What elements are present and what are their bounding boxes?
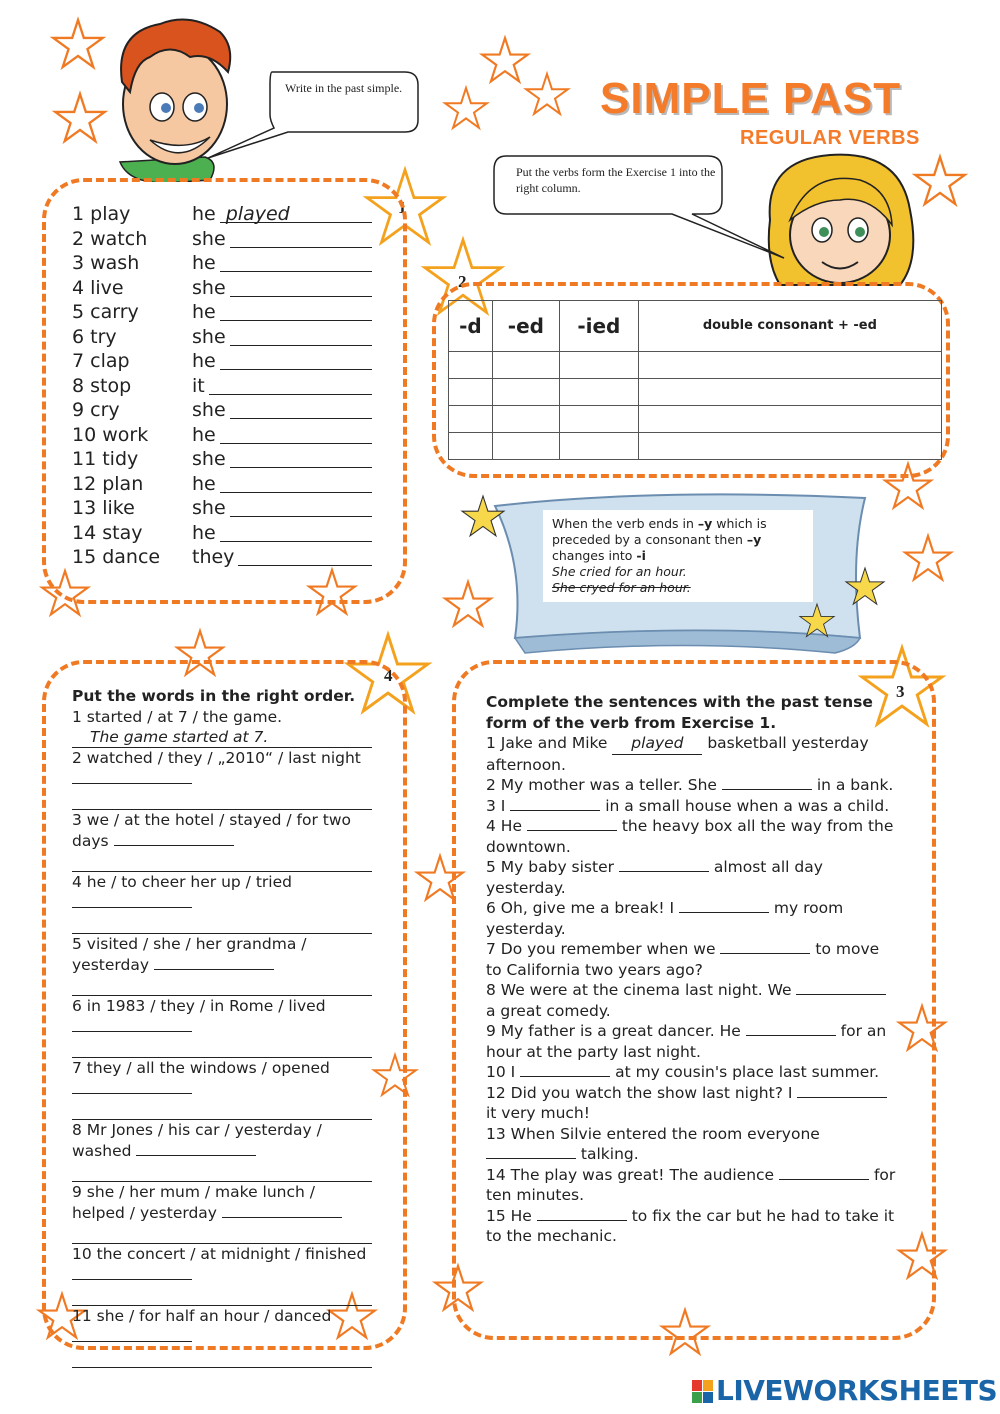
star-icon bbox=[526, 74, 568, 114]
list-item bbox=[72, 472, 372, 497]
table-row bbox=[449, 352, 942, 379]
list-item bbox=[72, 1120, 372, 1182]
item-prompt: 4 he / to cheer her up / tried bbox=[72, 873, 292, 891]
sentence-start: 2 My mother was a teller. She bbox=[486, 776, 722, 794]
verb-label: 6 try bbox=[72, 325, 117, 348]
note-text: which is preceded by a consonant then bbox=[552, 516, 767, 547]
answer-field[interactable] bbox=[72, 789, 372, 810]
table-cell[interactable] bbox=[449, 352, 493, 379]
answer-field[interactable] bbox=[220, 300, 372, 321]
answer-field[interactable] bbox=[72, 1285, 372, 1306]
column-header-ed: -ed bbox=[492, 301, 559, 352]
answer-field[interactable] bbox=[238, 545, 372, 566]
verb-label: 3 wash bbox=[72, 252, 140, 274]
table-cell[interactable] bbox=[638, 379, 941, 406]
exercise3-items bbox=[486, 733, 896, 1247]
answer-field[interactable]: played bbox=[612, 733, 702, 755]
list-item bbox=[72, 374, 372, 399]
list-item bbox=[72, 1058, 372, 1120]
answer-field[interactable] bbox=[154, 955, 274, 970]
verb-label: 10 work bbox=[72, 423, 149, 446]
sentence-start: 13 When Silvie entered the room everyone bbox=[486, 1124, 820, 1143]
answer-field[interactable] bbox=[72, 1223, 372, 1244]
answer-field[interactable] bbox=[779, 1179, 869, 1180]
sentence-start: 10 I bbox=[486, 1063, 521, 1081]
subject-label: she bbox=[192, 399, 226, 421]
verb-label: 13 like bbox=[72, 497, 135, 519]
list-item bbox=[72, 521, 372, 546]
sentence-end: it very much! bbox=[486, 1104, 590, 1122]
verb-label: 14 stay bbox=[72, 521, 143, 544]
answer-field[interactable] bbox=[746, 1035, 836, 1036]
item-prompt: 9 she / her mum / make lunch / helped / yesterday bbox=[72, 1183, 315, 1222]
subject-label: she bbox=[192, 497, 226, 519]
subject-label: she bbox=[192, 325, 226, 348]
sentence-end: to fix the car but he had to take it to the mechanic. bbox=[486, 1206, 895, 1245]
answer-field[interactable] bbox=[230, 276, 372, 297]
answer-field[interactable] bbox=[72, 1037, 372, 1058]
subject-label: he bbox=[192, 350, 216, 372]
bubble-text-2: Put the verbs form the Exercise 1 into the right column. bbox=[516, 165, 716, 195]
item-prompt: 2 watched / they / „2010“ / last night bbox=[72, 749, 361, 767]
star-icon bbox=[482, 38, 528, 81]
list-item bbox=[72, 202, 372, 227]
table-row bbox=[449, 406, 942, 433]
answer-field[interactable] bbox=[72, 1017, 192, 1032]
table-header-row bbox=[449, 301, 942, 352]
verb-label: 7 clap bbox=[72, 350, 130, 372]
answer-field[interactable] bbox=[230, 447, 372, 468]
table-cell[interactable] bbox=[492, 379, 559, 406]
list-item bbox=[72, 1244, 372, 1306]
table-cell[interactable] bbox=[559, 379, 638, 406]
sentence-end: in a bank. bbox=[811, 776, 894, 794]
table-cell[interactable] bbox=[492, 433, 559, 460]
answer-field[interactable] bbox=[72, 893, 192, 908]
list-item bbox=[486, 1062, 896, 1083]
list-item bbox=[486, 939, 896, 980]
star-icon bbox=[915, 157, 964, 204]
sentence-start: 9 My father is a great dancer. He bbox=[486, 1022, 746, 1040]
list-item bbox=[486, 1124, 896, 1165]
answer-field[interactable] bbox=[230, 227, 372, 248]
subject-label: he bbox=[192, 252, 216, 274]
answer-field[interactable]: The game started at 7. bbox=[72, 727, 372, 748]
answer-field[interactable] bbox=[679, 912, 769, 913]
sentence-end: a great comedy. bbox=[486, 1001, 611, 1020]
subject-label: he bbox=[192, 521, 216, 544]
answer-field[interactable] bbox=[114, 831, 234, 846]
subject-label: he bbox=[192, 301, 216, 323]
answer-field[interactable] bbox=[220, 521, 372, 542]
item-prompt: 10 the concert / at midnight / finished bbox=[72, 1245, 367, 1263]
sentence-start: 14 The play was great! The audience bbox=[486, 1165, 780, 1184]
note-example-correct: She cried for an hour. bbox=[552, 564, 687, 579]
list-item bbox=[72, 872, 372, 934]
verb-label: 12 plan bbox=[72, 472, 144, 495]
list-item bbox=[486, 1206, 896, 1247]
exercise1-list bbox=[72, 202, 372, 570]
exercise-number-2: 2 bbox=[458, 272, 467, 291]
answer-field[interactable] bbox=[72, 1079, 192, 1094]
answer-field[interactable] bbox=[720, 953, 810, 954]
list-item bbox=[72, 545, 372, 570]
subject-label: he bbox=[192, 423, 216, 446]
note-text: When the verb ends in bbox=[552, 516, 698, 531]
page-title: SIMPLE PAST bbox=[600, 74, 902, 123]
exercise-number-4: 4 bbox=[384, 666, 393, 685]
subject-label: she bbox=[192, 227, 226, 250]
sentence-end: the heavy box all the way from the downtown. bbox=[486, 817, 894, 856]
answer-field[interactable] bbox=[527, 830, 617, 831]
sentence-end: almost all day yesterday. bbox=[486, 858, 823, 897]
table-cell[interactable] bbox=[449, 406, 493, 433]
sentence-end: at my cousin's place last summer. bbox=[610, 1063, 880, 1081]
exercise4-content bbox=[72, 686, 372, 1368]
sentence-start: 5 My baby sister bbox=[486, 858, 619, 876]
star-icon bbox=[55, 94, 104, 141]
page-subtitle: REGULAR VERBS bbox=[740, 127, 920, 149]
list-item bbox=[486, 775, 896, 796]
item-prompt: 7 they / all the windows / opened bbox=[72, 1059, 330, 1077]
exercise-number-3: 3 bbox=[896, 682, 905, 701]
star-icon bbox=[462, 496, 504, 536]
list-item bbox=[486, 796, 896, 817]
exercise4-heading: Put the words in the right order. bbox=[72, 687, 356, 705]
list-item bbox=[72, 349, 372, 374]
list-item bbox=[72, 398, 372, 423]
subject-label: he bbox=[192, 203, 216, 225]
item-prompt: 3 we / at the hotel / stayed / for two days bbox=[72, 811, 351, 850]
item-prompt: 5 visited / she / her grandma / yesterday bbox=[72, 935, 307, 974]
verb-label: 11 tidy bbox=[72, 448, 139, 470]
column-header-ied: -ied bbox=[559, 301, 638, 352]
exercise-number-1: 1 bbox=[398, 198, 407, 217]
answer-field[interactable] bbox=[220, 472, 372, 493]
grammar-note bbox=[552, 516, 802, 596]
list-item bbox=[72, 227, 372, 252]
answer-field[interactable]: played bbox=[220, 202, 372, 223]
answer-field[interactable] bbox=[72, 913, 372, 934]
note-text: changes into bbox=[552, 548, 637, 563]
bubble-text-1: Write in the past simple. bbox=[285, 81, 403, 95]
verb-label: 1 play bbox=[72, 203, 131, 225]
table-cell[interactable] bbox=[492, 406, 559, 433]
verb-label: 4 live bbox=[72, 276, 124, 299]
sentence-start: 6 Oh, give me a break! I bbox=[486, 899, 679, 917]
table-row bbox=[449, 433, 942, 460]
list-item bbox=[72, 1182, 372, 1244]
item-prompt: 8 Mr Jones / his car / yesterday / washed bbox=[72, 1121, 322, 1160]
answer-field[interactable] bbox=[72, 1265, 192, 1280]
item-prompt: 11 she / for half an hour / danced bbox=[72, 1307, 332, 1325]
sentence-end: basketball yesterday afternoon. bbox=[486, 734, 869, 774]
answer-field[interactable] bbox=[619, 871, 709, 872]
answer-field[interactable] bbox=[72, 1161, 372, 1182]
exercise4-items bbox=[72, 707, 372, 1369]
answer-field[interactable] bbox=[722, 789, 812, 790]
exercise3-heading: Complete the sentences with the past tense form of the verb from Exercise 1. bbox=[486, 693, 873, 732]
sentence-start: 12 Did you watch the show last night? I bbox=[486, 1083, 798, 1102]
answer-field[interactable] bbox=[220, 423, 372, 444]
sentence-end: my room yesterday. bbox=[486, 899, 844, 938]
table-cell[interactable] bbox=[559, 433, 638, 460]
sentence-start: 8 We were at the cinema last night. We bbox=[486, 981, 797, 999]
list-item bbox=[72, 707, 372, 749]
sentence-start: 1 Jake and Mike bbox=[486, 734, 613, 752]
list-item bbox=[72, 496, 372, 521]
sentence-start: 15 He bbox=[486, 1206, 537, 1225]
answer-field[interactable] bbox=[510, 810, 600, 811]
answer-field[interactable] bbox=[72, 1327, 192, 1342]
star-icon bbox=[53, 20, 102, 67]
list-item bbox=[72, 1306, 372, 1368]
star-icon bbox=[905, 536, 951, 579]
table-cell[interactable] bbox=[492, 352, 559, 379]
note-bold: -i bbox=[636, 548, 646, 563]
column-header-double-consonant: double consonant + -ed bbox=[638, 301, 941, 352]
sentence-end: for ten minutes. bbox=[486, 1165, 896, 1204]
table-cell[interactable] bbox=[449, 433, 493, 460]
answer-field[interactable] bbox=[537, 1220, 627, 1221]
note-example-wrong: She cryed for an hour. bbox=[552, 580, 691, 595]
sentence-end: to move to California two years ago? bbox=[486, 940, 880, 979]
answer-field[interactable] bbox=[220, 349, 372, 370]
answer-field[interactable] bbox=[796, 994, 886, 995]
liveworksheets-logo-icon bbox=[692, 1380, 714, 1404]
star-icon bbox=[445, 88, 487, 128]
verb-label: 9 cry bbox=[72, 399, 120, 421]
list-item bbox=[486, 857, 896, 898]
list-item bbox=[72, 934, 372, 996]
verb-label: 15 dance bbox=[72, 546, 161, 568]
verb-label: 5 carry bbox=[72, 301, 139, 323]
note-bold: –y bbox=[746, 532, 762, 547]
answer-field[interactable] bbox=[230, 398, 372, 419]
list-item bbox=[72, 810, 372, 872]
list-item bbox=[486, 1165, 896, 1206]
answer-field[interactable] bbox=[230, 325, 372, 346]
sentence-start: 4 He bbox=[486, 817, 527, 835]
list-item bbox=[72, 748, 372, 810]
sentence-end: talking. bbox=[576, 1145, 639, 1163]
answer-field[interactable] bbox=[486, 1158, 576, 1159]
answer-field[interactable] bbox=[72, 1347, 372, 1368]
item-prompt: 6 in 1983 / they / in Rome / lived bbox=[72, 997, 326, 1015]
table-cell[interactable] bbox=[638, 352, 941, 379]
table-cell[interactable] bbox=[559, 406, 638, 433]
table-row bbox=[449, 379, 942, 406]
list-item bbox=[72, 276, 372, 301]
table-cell[interactable] bbox=[638, 406, 941, 433]
answer-field[interactable] bbox=[72, 1099, 372, 1120]
answer-field[interactable] bbox=[220, 251, 372, 272]
exercise3-content bbox=[486, 692, 896, 1247]
subject-label: she bbox=[192, 276, 226, 299]
answer-field[interactable] bbox=[72, 851, 372, 872]
answer-field[interactable] bbox=[797, 1097, 887, 1098]
table-cell[interactable] bbox=[449, 379, 493, 406]
verb-label: 2 watch bbox=[72, 227, 148, 250]
sentence-end: for an hour at the party last night. bbox=[486, 1022, 887, 1061]
table-cell[interactable] bbox=[638, 433, 941, 460]
answer-field[interactable] bbox=[520, 1076, 610, 1077]
answer-field[interactable] bbox=[72, 769, 192, 784]
list-item bbox=[486, 1021, 896, 1062]
verb-label: 8 stop bbox=[72, 374, 132, 397]
subject-label: he bbox=[192, 472, 216, 495]
list-item bbox=[486, 816, 896, 857]
subject-label: it bbox=[192, 374, 205, 397]
list-item bbox=[486, 733, 896, 775]
subject-label: they bbox=[192, 546, 235, 568]
list-item bbox=[72, 447, 372, 472]
answer-field[interactable] bbox=[222, 1203, 342, 1218]
list-item bbox=[72, 300, 372, 325]
answer-field[interactable] bbox=[72, 975, 372, 996]
list-item bbox=[486, 1083, 896, 1124]
list-item bbox=[486, 980, 896, 1021]
sentence-end: in a small house when a was a child. bbox=[600, 796, 890, 815]
answer-field[interactable] bbox=[230, 496, 372, 517]
list-item bbox=[72, 996, 372, 1058]
column-header-d: -d bbox=[449, 301, 493, 352]
answer-field[interactable] bbox=[136, 1141, 256, 1156]
list-item bbox=[72, 423, 372, 448]
list-item bbox=[486, 898, 896, 939]
liveworksheets-logo: LIVEWORKSHEETS bbox=[716, 1374, 998, 1407]
list-item bbox=[72, 251, 372, 276]
item-prompt: 1 started / at 7 / the game. bbox=[72, 707, 283, 726]
sentence-start: 3 I bbox=[486, 796, 511, 815]
list-item bbox=[72, 325, 372, 350]
subject-label: she bbox=[192, 448, 226, 470]
exercise2-table bbox=[448, 300, 942, 460]
answer-field[interactable] bbox=[209, 374, 372, 395]
note-bold: –y bbox=[697, 516, 713, 531]
table-cell[interactable] bbox=[559, 352, 638, 379]
sentence-start: 7 Do you remember when we bbox=[486, 940, 721, 958]
